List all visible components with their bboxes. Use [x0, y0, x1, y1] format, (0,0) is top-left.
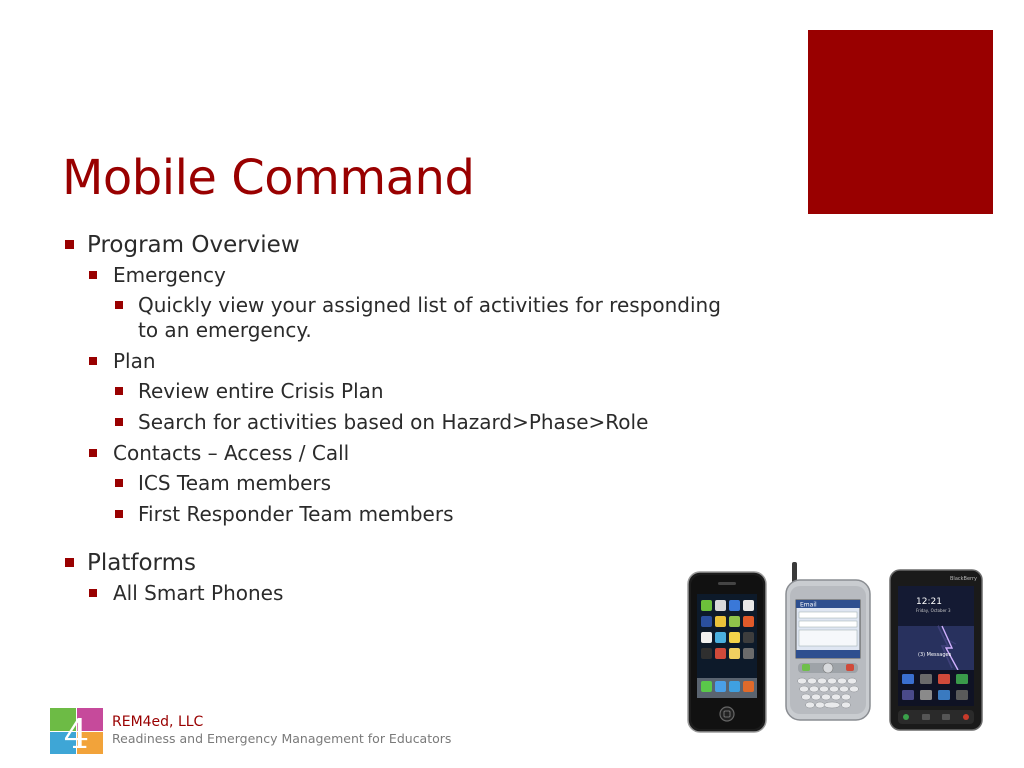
bullet-list — [62, 230, 742, 608]
bullet-review-plan — [62, 376, 742, 407]
square-bullet-icon — [115, 510, 123, 518]
slide-title: Mobile Command — [62, 150, 475, 206]
blackberry-time: 12:21 — [916, 597, 942, 607]
bullet-text: All Smart Phones — [113, 581, 284, 605]
bullet-all-smart-phones — [62, 578, 742, 608]
bullet-text: ICS Team members — [138, 471, 332, 495]
iphone-illustration — [688, 572, 766, 732]
bullet-emergency — [62, 260, 742, 290]
blackberry-messages: (3) Messages — [918, 652, 952, 658]
bullet-text: Contacts – Access / Call — [113, 441, 350, 465]
blackberry-illustration — [890, 570, 982, 730]
bullet-ics-team — [62, 468, 742, 499]
square-bullet-icon — [89, 449, 97, 457]
bullet-text: Search for activities based on Hazard>Phase>Role — [138, 410, 649, 434]
decorative-red-square — [808, 30, 993, 214]
bullet-search-activities — [62, 407, 742, 438]
bullet-text: Platforms — [87, 550, 196, 576]
square-bullet-icon — [115, 418, 123, 426]
square-bullet-icon — [89, 271, 97, 279]
bullet-text: Emergency — [113, 263, 226, 287]
blackberry-brand: BlackBerry — [950, 576, 978, 582]
bullet-platforms — [62, 548, 742, 578]
footer-tagline: Readiness and Emergency Management for Educators — [112, 731, 452, 746]
square-bullet-icon — [115, 387, 123, 395]
square-bullet-icon — [65, 240, 74, 249]
palm-treo-illustration — [786, 562, 870, 720]
bullet-contacts — [62, 438, 742, 468]
bullet-first-responder — [62, 499, 742, 530]
footer — [112, 713, 451, 747]
bullet-text: Program Overview — [87, 232, 300, 258]
bullet-program-overview — [62, 230, 742, 260]
bullet-text: Review entire Crisis Plan — [138, 379, 384, 403]
square-bullet-icon — [89, 357, 97, 365]
bullet-plan — [62, 346, 742, 376]
bullet-text: Plan — [113, 349, 156, 373]
blackberry-date: Friday, October 3 — [916, 608, 951, 613]
square-bullet-icon — [65, 558, 74, 567]
rem4ed-logo — [50, 708, 103, 754]
square-bullet-icon — [115, 479, 123, 487]
bullet-quickly-view — [62, 290, 742, 346]
bullet-text: Quickly view your assigned list of activities for responding to an emergency. — [138, 293, 721, 342]
bullet-text: First Responder Team members — [138, 502, 454, 526]
square-bullet-icon — [115, 301, 123, 309]
smartphones-image — [686, 560, 986, 735]
square-bullet-icon — [89, 589, 97, 597]
palm-screen-header: Email — [800, 601, 817, 609]
logo-digit: 4 — [63, 712, 90, 754]
footer-company: REM4ed, LLC — [112, 714, 204, 730]
